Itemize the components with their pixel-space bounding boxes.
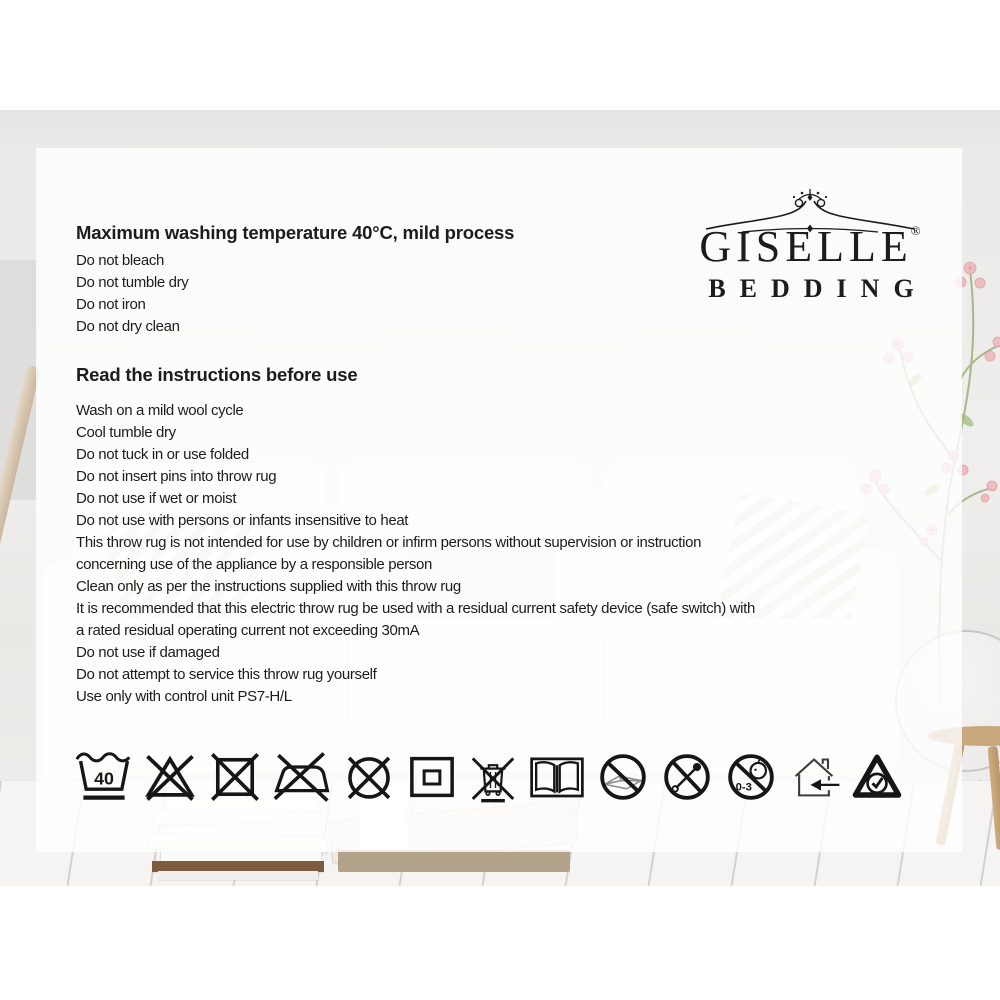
do-not-tumble-dry-icon: [206, 748, 264, 806]
indoor-use-only-icon: [786, 748, 842, 806]
svg-text:40: 40: [94, 768, 114, 789]
registered-mark: ®: [910, 223, 921, 238]
care-line: concerning use of the appliance by a responsible person: [76, 556, 432, 573]
washing-section-lines: [76, 250, 188, 338]
do-not-bleach-icon: [140, 747, 200, 807]
double-insulated-icon: [404, 748, 460, 806]
do-not-iron-icon: [270, 748, 334, 806]
care-line: a rated residual operating current not exceeding 30mA: [76, 622, 420, 639]
weee-bin-icon: [466, 747, 520, 807]
not-for-children-0-3-icon: [722, 748, 780, 806]
brand-name: GISELLE®: [699, 222, 921, 271]
rcm-compliance-icon: [848, 750, 906, 804]
care-line: This throw rug is not intended for use by children or infirm persons without supervision or instruction: [76, 534, 702, 551]
care-line: Cool tumble dry: [76, 424, 176, 441]
care-symbol-row: [74, 744, 906, 810]
care-line: Do not tumble dry: [76, 274, 189, 291]
wash-40-icon: [74, 747, 134, 807]
care-line: Do not use with persons or infants insensitive to heat: [76, 512, 409, 529]
care-line: Clean only as per the instructions supplied with this throw rug: [76, 578, 461, 595]
do-not-insert-pins-icon: [658, 748, 716, 806]
instructions-section-lines: [76, 400, 755, 708]
care-line: Do not iron: [76, 296, 146, 313]
washing-section-heading: Maximum washing temperature 40°C, mild process: [76, 222, 515, 243]
care-line: Use only with control unit PS7-H/L: [76, 688, 292, 705]
care-line: Do not tuck in or use folded: [76, 446, 249, 463]
care-line: It is recommended that this electric throw rug be used with a residual current safety device (safe switch) with: [76, 600, 755, 617]
care-line: Do not bleach: [76, 252, 165, 269]
care-line: Do not attempt to service this throw rug yourself: [76, 666, 377, 683]
do-not-use-folded-icon: [594, 748, 652, 806]
read-manual-icon: [526, 748, 588, 806]
svg-text:0-3: 0-3: [735, 781, 752, 794]
care-line: Wash on a mild wool cycle: [76, 402, 244, 419]
instructions-section-heading: Read the instructions before use: [76, 364, 358, 385]
care-line: Do not use if damaged: [76, 644, 220, 661]
care-line: Do not use if wet or moist: [76, 490, 237, 507]
care-line: Do not insert pins into throw rug: [76, 468, 277, 485]
care-line: Do not dry clean: [76, 318, 180, 335]
flat-book-tan: [338, 850, 570, 872]
do-not-dry-clean-icon: [340, 748, 398, 806]
brand-tagline: BEDDING: [708, 274, 928, 303]
care-instructions-card: [36, 148, 962, 852]
